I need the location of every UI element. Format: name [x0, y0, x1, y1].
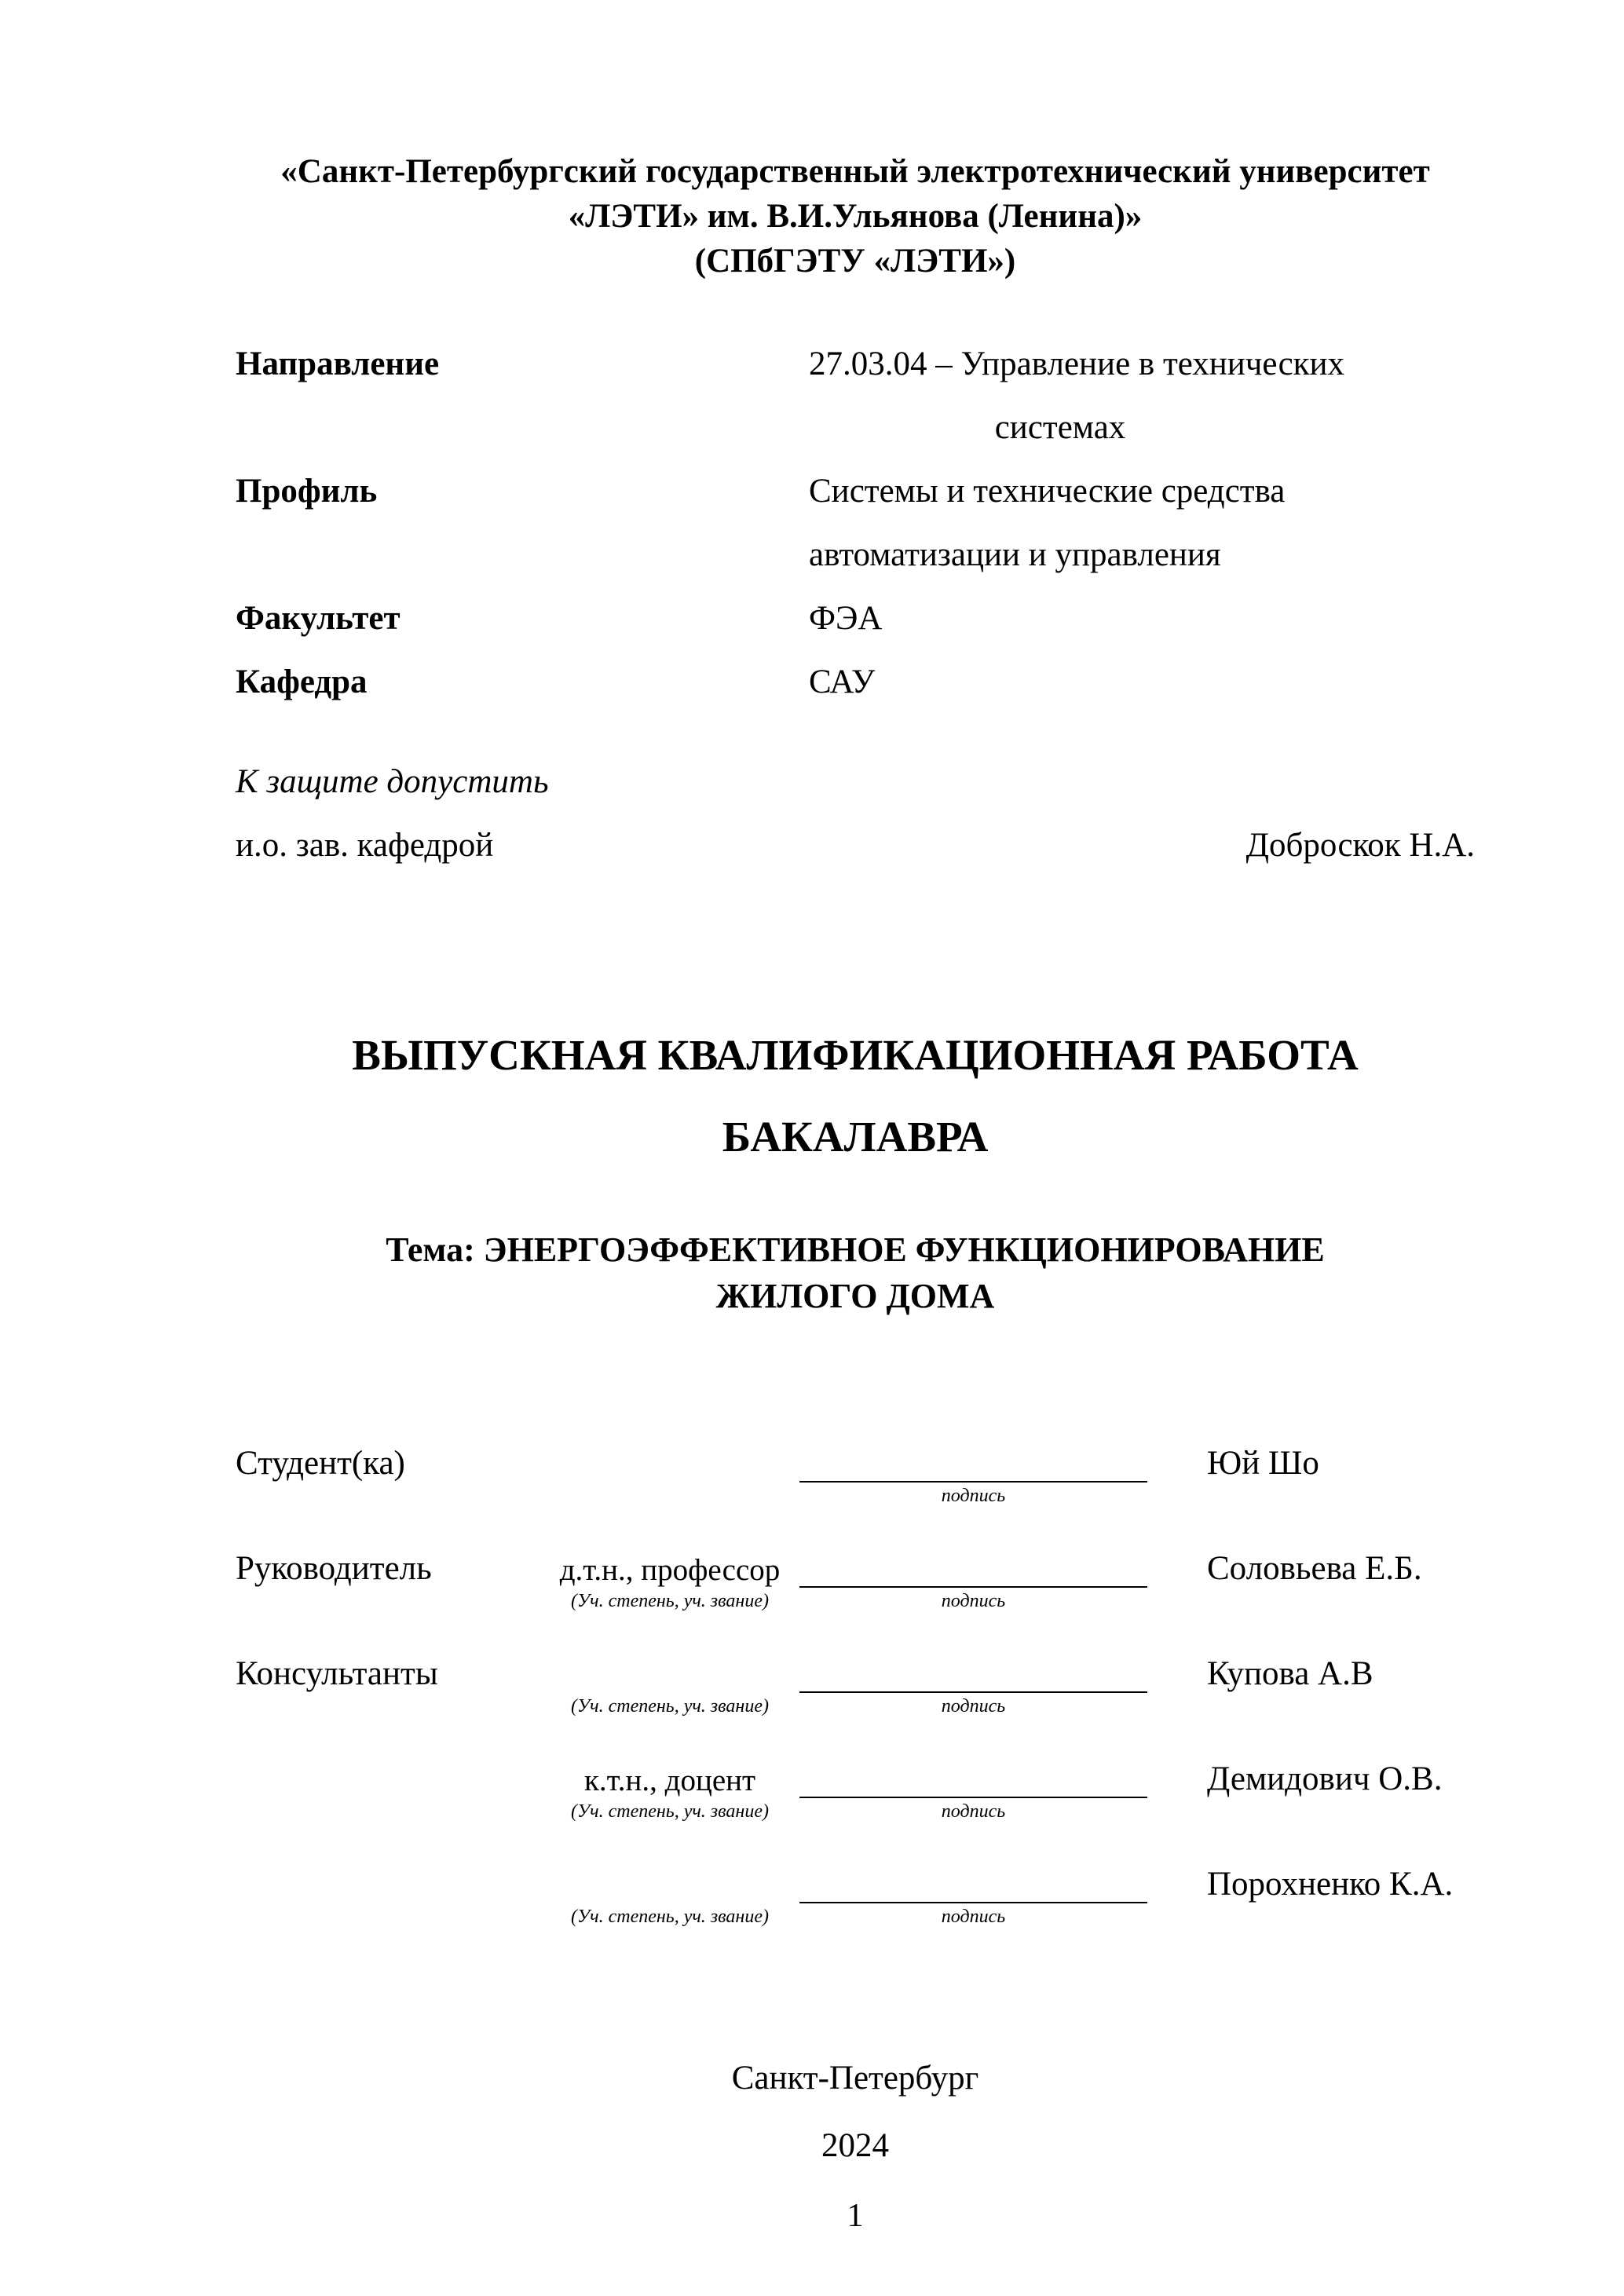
department-label: Кафедра	[236, 664, 368, 700]
supervisor-name: Соловьева Е.Б.	[1207, 1550, 1422, 1587]
info-row-direction	[236, 332, 1475, 459]
signature-line	[799, 1902, 1147, 1903]
signature-line	[799, 1797, 1147, 1798]
faculty-label: Факультет	[236, 600, 401, 637]
acting-head-name: Доброскок Н.А.	[1245, 827, 1475, 864]
work-type-line-1: ВЫПУСКНАЯ КВАЛИФИКАЦИОННАЯ РАБОТА	[352, 1031, 1359, 1079]
thesis-topic	[236, 1227, 1475, 1319]
profile-value-line-2: автоматизации и управления	[809, 536, 1221, 573]
consultant-3-degree	[540, 1858, 799, 1935]
faculty-value: ФЭА	[809, 600, 883, 637]
admission-block	[236, 750, 1475, 877]
info-row-profile	[236, 459, 1475, 587]
consultant-3-role	[236, 1858, 540, 1935]
degree-caption	[540, 1483, 799, 1514]
consultant-1-name: Купова А.В	[1207, 1655, 1373, 1692]
signature-line	[799, 1586, 1147, 1588]
direction-value	[809, 332, 1475, 459]
consultants-role: Консультанты	[236, 1655, 438, 1692]
signature-caption: подпись	[941, 1486, 1006, 1506]
city-line: Санкт-Петербург	[731, 2060, 979, 2097]
degree-caption: (Уч. степень, уч. звание)	[571, 1801, 769, 1822]
signature-caption: подпись	[941, 1907, 1006, 1927]
consultant-1-degree	[540, 1647, 799, 1724]
consultant-3-name: Порохненко К.А.	[1207, 1866, 1454, 1903]
profile-value-line-1: Системы и технические средства	[809, 473, 1286, 510]
consultant-2-degree: к.т.н., доцент (Уч. степень, уч. звание)	[540, 1753, 799, 1830]
consultant-2-role	[236, 1753, 540, 1830]
supervisor-role: Руководитель	[236, 1550, 432, 1587]
consultant-1-signature	[799, 1647, 1147, 1724]
topic-line-2: ЖИЛОГО ДОМА	[715, 1277, 995, 1315]
signature-caption: подпись	[941, 1801, 1006, 1822]
direction-label: Направление	[236, 345, 440, 382]
university-header	[236, 149, 1475, 283]
year-line: 2024	[821, 2127, 889, 2164]
info-row-faculty	[236, 587, 1475, 650]
direction-value-line-2: системах	[994, 409, 1126, 446]
topic-line-1: Тема: ЭНЕРГОЭФФЕКТИВНОЕ ФУНКЦИОНИРОВАНИЕ	[386, 1230, 1325, 1269]
student-role: Студент(ка)	[236, 1445, 405, 1482]
signature-row-supervisor	[236, 1542, 1475, 1619]
work-type-title	[236, 1015, 1475, 1178]
signature-line	[799, 1481, 1147, 1483]
acting-head-label: и.о. зав. кафедрой	[236, 827, 494, 864]
signature-caption: подпись	[941, 1591, 1006, 1611]
direction-value-line-1: 27.03.04 – Управление в технических	[809, 345, 1345, 382]
footer	[236, 2045, 1475, 2180]
program-info	[236, 332, 1475, 714]
department-value: САУ	[809, 664, 876, 700]
info-row-department	[236, 650, 1475, 714]
university-name-line-2: «ЛЭТИ» им. В.И.Ульянова (Ленина)»	[568, 198, 1143, 235]
signature-row-consultant-1	[236, 1647, 1475, 1724]
consultant-2-name: Демидович О.В.	[1207, 1760, 1443, 1797]
supervisor-signature	[799, 1542, 1147, 1619]
admission-note: К защите допустить	[236, 763, 549, 800]
signature-block	[236, 1437, 1475, 1935]
acting-head-row	[236, 813, 1475, 877]
university-name-line-1: «Санкт-Петербургский государственный электротехнический университет	[280, 153, 1430, 190]
student-signature	[799, 1437, 1147, 1514]
signature-row-consultant-3	[236, 1858, 1475, 1935]
degree-caption: (Уч. степень, уч. звание)	[571, 1907, 769, 1927]
profile-value	[809, 459, 1475, 587]
work-type-line-2: БАКАЛАВРА	[722, 1113, 989, 1161]
profile-label: Профиль	[236, 473, 378, 510]
degree-caption: (Уч. степень, уч. звание)	[571, 1696, 769, 1717]
university-abbreviation: (СПбГЭТУ «ЛЭТИ»)	[694, 243, 1016, 280]
consultant-3-signature	[799, 1858, 1147, 1935]
page-number: 1	[847, 2198, 864, 2234]
student-degree	[540, 1437, 799, 1514]
degree-caption: (Уч. степень, уч. звание)	[571, 1591, 769, 1611]
signature-row-student	[236, 1437, 1475, 1514]
signature-row-consultant-2	[236, 1753, 1475, 1830]
student-name: Юй Шо	[1207, 1445, 1319, 1482]
supervisor-degree: д.т.н., профессор (Уч. степень, уч. звание)	[540, 1542, 799, 1619]
signature-caption: подпись	[941, 1696, 1006, 1717]
signature-line	[799, 1691, 1147, 1693]
consultant-2-signature	[799, 1753, 1147, 1830]
